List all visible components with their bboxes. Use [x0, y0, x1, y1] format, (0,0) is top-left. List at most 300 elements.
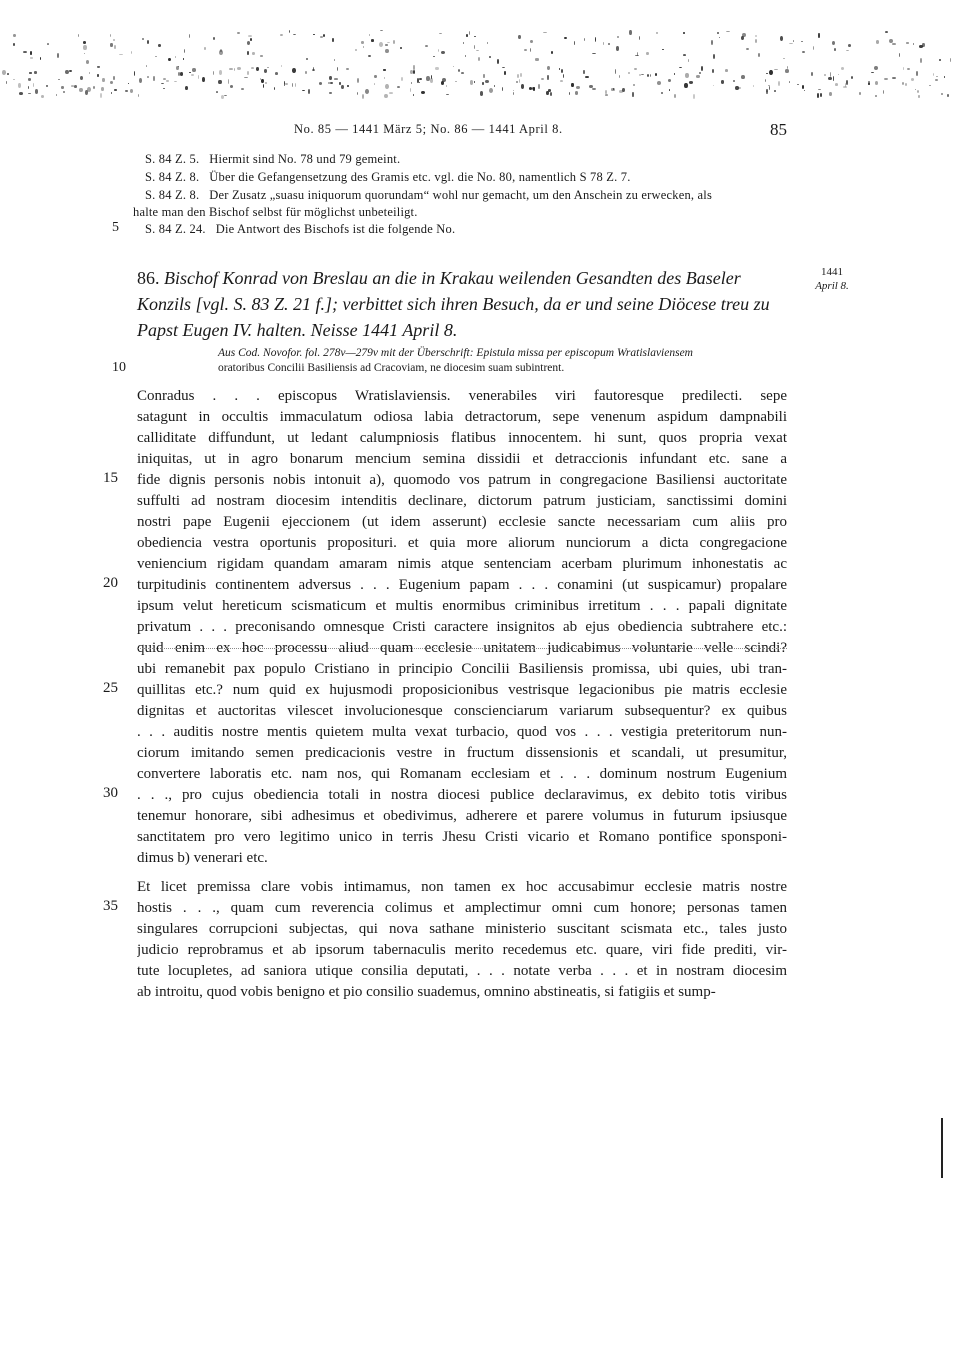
noise-speck — [755, 35, 757, 37]
noise-speck — [347, 85, 349, 87]
noise-speck — [875, 81, 878, 85]
noise-speck — [494, 85, 495, 86]
noise-speck — [592, 88, 596, 90]
noise-speck — [251, 67, 253, 69]
noise-speck — [230, 85, 233, 88]
noise-speck — [713, 54, 715, 59]
noise-speck — [128, 83, 129, 85]
noise-speck — [820, 93, 822, 97]
noise-speck — [662, 49, 664, 50]
noise-speck — [548, 89, 551, 92]
noise-speck — [907, 68, 909, 70]
note-ref: S. 84 Z. 8. — [145, 170, 200, 184]
note-line — [145, 168, 795, 186]
text-line: suffulti ad nostram diocesim intenditis declinare, dictorum patrum justiciam, sanctissimi domini — [137, 493, 787, 509]
noise-speck — [668, 79, 671, 82]
noise-speck — [657, 81, 661, 85]
noise-speck — [725, 69, 728, 72]
noise-speck — [125, 90, 128, 91]
noise-speck — [247, 41, 250, 45]
noise-speck — [320, 36, 324, 38]
noise-speck — [334, 59, 335, 61]
noise-speck — [917, 90, 919, 93]
noise-speck — [713, 85, 714, 86]
line-number: 20 — [103, 575, 118, 591]
noise-speck — [218, 80, 221, 84]
noise-speck — [312, 69, 315, 71]
noise-speck — [461, 72, 463, 74]
noise-speck — [547, 66, 550, 70]
noise-speck — [804, 90, 806, 91]
noise-speck — [685, 73, 688, 78]
noise-speck — [832, 41, 835, 45]
margin-date — [804, 265, 860, 293]
noise-speck — [871, 72, 873, 73]
noise-speck — [435, 67, 438, 71]
noise-speck — [40, 57, 42, 60]
noise-speck — [919, 45, 922, 48]
noise-speck — [524, 49, 527, 51]
noise-speck — [683, 32, 684, 34]
noise-speck — [247, 71, 249, 75]
noise-speck — [639, 36, 640, 40]
noise-speck — [541, 78, 544, 80]
noise-speck — [83, 41, 86, 44]
noise-speck — [683, 54, 686, 56]
noise-speck — [446, 85, 447, 87]
noise-speck — [469, 31, 470, 35]
noise-speck — [538, 84, 540, 89]
regest-line: Papst Eugen IV. halten. Neisse 1441 April 8. — [137, 320, 458, 340]
text-line: nostri pape Eugenii ejeccionem (ut idem asserunt) ecclesie sancte necessariam cum aliis pro — [137, 514, 787, 530]
text-line: dimus b) venerari etc. — [137, 850, 268, 866]
noise-speck — [719, 37, 720, 39]
noise-speck — [163, 88, 164, 89]
noise-speck — [765, 79, 766, 82]
margin-date-day: April 8. — [815, 280, 849, 292]
noise-speck — [884, 78, 888, 80]
noise-speck — [264, 69, 267, 73]
noise-speck — [780, 36, 783, 41]
noise-speck — [574, 41, 575, 44]
noise-speck — [688, 59, 690, 62]
noise-speck — [34, 71, 38, 74]
noise-speck — [480, 91, 483, 95]
line-number: 5 — [112, 220, 119, 235]
noise-speck — [250, 38, 252, 41]
noise-speck — [876, 40, 879, 43]
noise-speck — [425, 45, 428, 47]
scan-noise-band — [0, 30, 960, 100]
noise-speck — [263, 84, 264, 88]
noise-speck — [229, 68, 233, 71]
noise-speck — [920, 58, 922, 63]
noise-speck — [502, 67, 505, 68]
noise-speck — [84, 53, 85, 54]
noise-speck — [611, 88, 614, 90]
noise-speck — [758, 53, 760, 57]
noise-speck — [306, 58, 308, 60]
noise-speck — [33, 83, 34, 86]
noise-speck — [829, 92, 832, 96]
noise-speck — [261, 79, 263, 83]
noise-speck — [119, 54, 123, 56]
note-ref: S. 84 Z. 24. — [145, 222, 206, 236]
noise-speck — [237, 32, 241, 34]
noise-speck — [69, 70, 72, 72]
noise-speck — [237, 67, 241, 70]
noise-speck — [933, 73, 934, 77]
text-line: ciorum imitando semen predicacionis vestre in fructum dissensionis et scandali, ut presumitur, — [137, 745, 787, 761]
text-line: satagunt in occultis immaculatum odiosa labia detractorum, sepe venenum aspidum dampnabili — [137, 409, 787, 425]
scan-edge-mark — [941, 1118, 943, 1178]
text-line: obediencia vestra oportunis propositurі. et quia more aliorum nunciorum a dicta congregacione — [137, 535, 787, 551]
noise-speck — [13, 43, 14, 46]
noise-speck — [385, 49, 388, 53]
noise-speck — [774, 69, 778, 70]
noise-speck — [547, 75, 549, 79]
text-line: calliditate diffundunt, ut ledant calumpniosis flatibus innocentem. hi sunt, quos propria vexat — [137, 430, 787, 446]
noise-speck — [185, 86, 188, 90]
noise-speck — [859, 92, 861, 95]
noise-speck — [519, 79, 520, 83]
noise-speck — [332, 38, 333, 42]
noise-speck — [284, 81, 285, 84]
noise-speck — [413, 65, 414, 69]
noise-speck — [561, 69, 563, 73]
noise-speck — [801, 41, 802, 42]
noise-speck — [712, 69, 714, 73]
noise-speck — [513, 92, 514, 95]
noise-speck — [346, 68, 348, 71]
noise-speck — [146, 65, 147, 67]
noise-speck — [474, 36, 477, 38]
noise-speck — [101, 87, 104, 91]
noise-speck — [204, 47, 206, 51]
text-line: hostis . . ., quam cum reverencia colimus et amplectimur omni cum honore; personas tamen — [137, 900, 787, 916]
text-line: tenemur honorare, sibi adhesimus et obedivimus, adherere et parere volumus in futurum ipsiusque — [137, 808, 787, 824]
noise-speck — [835, 83, 838, 86]
noise-speck — [797, 84, 799, 85]
noise-speck — [313, 34, 314, 36]
noise-speck — [656, 32, 658, 33]
noise-speck — [446, 94, 448, 95]
noise-speck — [260, 55, 263, 56]
noise-speck — [470, 80, 474, 84]
noise-speck — [818, 33, 819, 37]
noise-speck — [323, 34, 326, 37]
noise-speck — [110, 43, 112, 46]
note-line — [145, 186, 795, 204]
noise-speck — [517, 74, 520, 78]
noise-speck — [189, 34, 190, 38]
noise-speck — [482, 82, 483, 84]
noise-speck — [883, 90, 884, 94]
noise-speck — [397, 86, 400, 88]
noise-speck — [571, 83, 573, 88]
noise-speck — [292, 68, 296, 73]
noise-speck — [905, 83, 907, 85]
noise-speck — [717, 32, 720, 34]
noise-speck — [485, 80, 488, 83]
noise-speck — [174, 81, 177, 82]
noise-speck — [802, 85, 805, 89]
noise-speck — [393, 40, 395, 44]
noise-speck — [778, 81, 780, 86]
noise-speck — [58, 79, 60, 80]
noise-speck — [929, 85, 931, 86]
line-number: 35 — [103, 898, 118, 914]
noise-speck — [616, 46, 619, 50]
noise-speck — [950, 58, 951, 62]
noise-speck — [628, 72, 630, 75]
noise-speck — [530, 40, 533, 44]
noise-speck — [476, 50, 479, 51]
noise-speck — [30, 57, 33, 58]
noise-speck — [365, 89, 369, 94]
noise-speck — [130, 89, 133, 93]
noise-speck — [535, 58, 538, 60]
noise-speck — [28, 93, 30, 94]
noise-speck — [433, 56, 434, 57]
text-line: . . ., pro cujus obediencia totali in nostra diocesi publice declaravimus, ex debito totis viribus — [137, 787, 787, 803]
noise-speck — [2, 70, 6, 74]
noise-speck — [23, 51, 27, 53]
noise-speck — [902, 82, 905, 85]
noise-speck — [80, 76, 83, 81]
noise-speck — [387, 42, 391, 43]
noise-speck — [61, 86, 63, 88]
noise-speck — [911, 78, 914, 81]
noise-speck — [635, 55, 638, 56]
noise-speck — [413, 94, 414, 96]
noise-speck — [603, 42, 605, 44]
noise-speck — [13, 34, 16, 38]
text-line: veniencium rigidam quandam amaram nimis atque sentenciam acerbam plurimum inhonestatis ac — [137, 556, 787, 572]
noise-speck — [455, 81, 457, 83]
noise-speck — [192, 68, 195, 72]
noise-speck — [295, 83, 296, 87]
noise-speck — [74, 85, 77, 88]
noise-speck — [369, 34, 370, 36]
noise-speck — [248, 35, 252, 37]
noise-speck — [274, 87, 275, 90]
noise-speck — [550, 92, 552, 96]
noise-speck — [275, 72, 278, 75]
noise-speck — [851, 76, 853, 79]
noise-speck — [89, 72, 90, 73]
noise-speck — [256, 67, 259, 71]
noise-speck — [168, 58, 171, 61]
noise-speck — [766, 73, 767, 74]
note-text: Die Antwort des Bischofs ist die folgende No. — [215, 222, 456, 236]
noise-speck — [841, 67, 844, 70]
noise-speck — [811, 72, 813, 76]
noise-speck — [489, 56, 490, 58]
noise-speck — [466, 34, 469, 36]
noise-speck — [733, 80, 734, 82]
noise-speck — [679, 67, 683, 68]
noise-speck — [368, 55, 371, 58]
noise-speck — [465, 55, 466, 57]
noise-speck — [374, 75, 377, 78]
noise-speck — [699, 72, 701, 74]
text-line: ipsum velut hereticum scismaticum et multis enormibus criminibus irretitum . . . papali dignitate — [137, 598, 787, 614]
noise-speck — [41, 95, 44, 98]
noise-speck — [142, 38, 144, 40]
noise-speck — [830, 72, 831, 77]
page-number: 85 — [770, 120, 787, 139]
noise-speck — [439, 33, 442, 34]
noise-speck — [441, 51, 445, 54]
noise-speck — [543, 32, 547, 34]
noise-speck — [828, 77, 832, 81]
noise-speck — [711, 40, 713, 45]
noise-speck — [903, 67, 905, 70]
noise-speck — [689, 81, 693, 83]
noise-speck — [219, 70, 222, 74]
noise-speck — [337, 67, 338, 71]
text-line: privatum . . . preconisando omnesque Cristi caractere insignitos ab ejus obediencia subtrahere etc.: — [137, 619, 787, 635]
noise-speck — [175, 56, 176, 57]
noise-speck — [560, 80, 563, 82]
noise-speck — [824, 74, 827, 76]
noise-speck — [147, 40, 150, 45]
noise-speck — [302, 90, 306, 91]
text-line: ubi remanebit pax populo Cristiano in principio Concilii Basiliensis promissa, ubi quies, ubi tran- — [137, 661, 787, 677]
noise-speck — [442, 78, 446, 82]
noise-speck — [83, 45, 86, 50]
noise-speck — [421, 91, 425, 94]
noise-speck — [35, 89, 38, 94]
text-line: . . . auditis nostre mentis quietem multa vexat turbacio, quod vos . . . vestigia preteritorum nun- — [137, 724, 787, 740]
noise-speck — [551, 51, 553, 53]
noise-speck — [846, 80, 848, 85]
noise-speck — [848, 44, 851, 47]
noise-speck — [726, 31, 730, 32]
noise-speck — [371, 39, 374, 41]
noise-speck — [633, 84, 634, 87]
noise-speck — [721, 80, 725, 84]
noise-speck — [328, 82, 330, 84]
running-title: No. 85 — 1441 März 5; No. 86 — 1441 April 8. — [294, 122, 563, 136]
source-line: Aus Cod. Novofor. fol. 278v—279v mit der Überschrift: Epistula missa per episcopum Wratislaviensem — [218, 347, 693, 359]
noise-speck — [915, 89, 916, 90]
noise-speck — [280, 34, 283, 36]
text-line: quid enim ex hoc processu aliud quam ecclesie unitatem judicabimus voluntarie velle scindi? — [137, 640, 787, 656]
noise-speck — [632, 92, 633, 97]
noise-speck — [155, 56, 157, 57]
noise-speck — [608, 43, 610, 45]
noise-speck — [487, 42, 488, 44]
noise-speck — [100, 93, 102, 98]
noise-speck — [341, 85, 344, 90]
text-line: tute locupletes, ad saniora utique consilia deputati, . . . notate verba . . . et in nostram diocesim — [137, 963, 787, 979]
noise-speck — [478, 57, 480, 61]
noise-speck — [198, 75, 200, 79]
letter-paragraph-2 — [137, 877, 787, 1003]
noise-speck — [379, 42, 383, 47]
line-number: 25 — [103, 680, 118, 696]
noise-speck — [655, 73, 657, 76]
note-text: halte man den Bischof selbst für möglichst unbeteiligt. — [133, 205, 418, 219]
noise-speck — [629, 30, 631, 35]
noise-speck — [922, 43, 925, 48]
noise-speck — [110, 81, 113, 84]
noise-speck — [661, 92, 663, 94]
noise-speck — [139, 78, 142, 83]
noise-speck — [213, 37, 214, 40]
noise-speck — [305, 71, 307, 74]
noise-speck — [401, 77, 403, 81]
noise-speck — [766, 91, 769, 93]
noise-speck — [158, 44, 161, 47]
noise-speck — [6, 81, 8, 84]
noise-speck — [817, 93, 820, 97]
noise-speck — [892, 43, 896, 46]
noise-speck — [941, 93, 944, 95]
noise-speck — [783, 58, 784, 59]
noise-speck — [563, 74, 564, 79]
letter-paragraph-1 — [137, 386, 787, 869]
document-number: 86. — [137, 268, 160, 288]
noise-speck — [502, 87, 503, 92]
noise-speck — [619, 90, 622, 93]
noise-speck — [693, 94, 695, 98]
noise-speck — [114, 45, 116, 48]
noise-speck — [833, 76, 834, 81]
text-line: convertere laboratis etc. nam nos, qui Romanam ecclesiam et . . . dominum nostrum Eugenium — [137, 766, 787, 782]
noise-speck — [362, 94, 364, 99]
noise-speck — [389, 92, 393, 94]
noise-speck — [646, 52, 648, 55]
noise-speck — [913, 43, 914, 46]
noise-speck — [746, 48, 748, 50]
noise-speck — [453, 66, 454, 67]
noise-speck — [617, 36, 620, 39]
noise-speck — [789, 43, 793, 44]
noise-speck — [489, 88, 493, 93]
note-line — [145, 220, 795, 238]
noise-speck — [789, 81, 790, 84]
noise-speck — [285, 83, 288, 85]
noise-speck — [93, 86, 95, 89]
noise-speck — [595, 37, 596, 42]
noise-speck — [334, 78, 337, 80]
noise-speck — [19, 92, 23, 95]
noise-speck — [357, 78, 359, 83]
noise-speck — [380, 30, 383, 31]
noise-speck — [521, 84, 524, 89]
noise-speck — [575, 91, 578, 94]
noise-speck — [742, 33, 746, 37]
text-line: iniquitas, ut in agro bonarum mencium semina dissidii et detraccionis infundant etc. sane a — [137, 451, 787, 467]
noise-speck — [134, 71, 135, 76]
noise-speck — [267, 67, 269, 68]
noise-speck — [735, 86, 738, 90]
noise-speck — [147, 76, 150, 78]
noise-speck — [30, 51, 32, 55]
noise-speck — [674, 73, 675, 75]
noise-speck — [916, 71, 919, 76]
noise-speck — [78, 34, 79, 36]
noise-speck — [605, 94, 607, 96]
noise-speck — [813, 46, 814, 50]
noise-speck — [874, 66, 878, 70]
noise-speck — [615, 69, 616, 74]
regest-text: Bischof Konrad von Breslau an die in Krakau weilenden Gesandten des Baseler — [164, 268, 741, 288]
line-number: 30 — [103, 785, 118, 801]
